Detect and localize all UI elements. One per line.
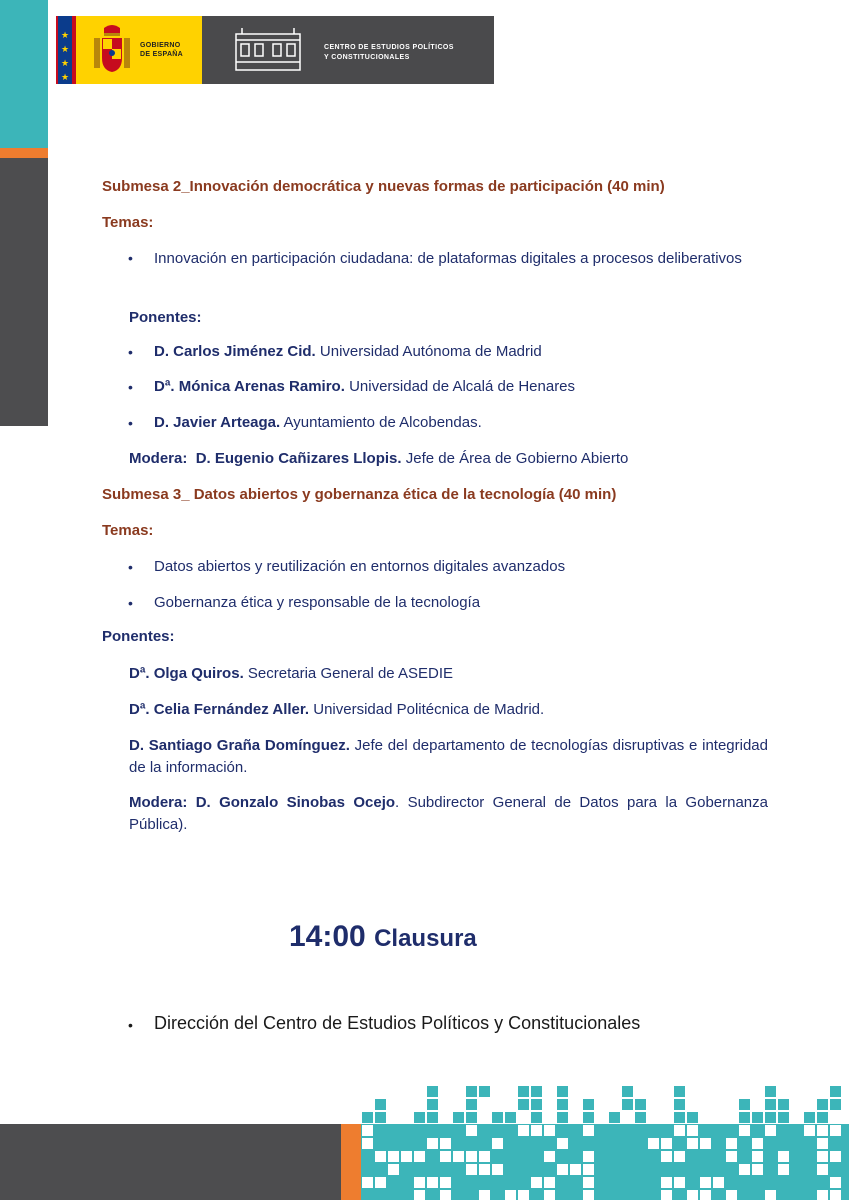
footer-pixel-gap — [414, 1177, 425, 1188]
closing-heading — [289, 920, 477, 954]
footer-pixel — [765, 1086, 776, 1097]
submesa3-ponente-3 — [129, 735, 768, 779]
footer-pixel-gap — [388, 1164, 399, 1175]
footer-pixel — [583, 1099, 594, 1110]
ponente-name: D. Javier Arteaga. — [154, 414, 281, 431]
coat-of-arms-icon — [92, 24, 132, 76]
footer-pixel-gap — [583, 1151, 594, 1162]
footer-pixel — [609, 1112, 620, 1123]
footer-pixel-gap — [674, 1177, 685, 1188]
eu-stars-icon: ★ ★ ★ ★ — [60, 30, 70, 82]
footer-pixel — [765, 1099, 776, 1110]
gobierno-logo — [76, 16, 202, 84]
footer-pixel-gap — [518, 1125, 529, 1136]
modera-role: . Subdirector General de Datos para la Gobernanza Pública). — [129, 794, 768, 833]
footer-pixel-gap — [700, 1190, 711, 1200]
footer-pixel — [765, 1112, 776, 1123]
footer-pixel-gap — [557, 1138, 568, 1149]
footer-pixel — [531, 1099, 542, 1110]
footer-pixel — [427, 1112, 438, 1123]
ponente-name: D. Carlos Jiménez Cid. — [154, 343, 316, 360]
ponente-affiliation: Universidad Autónoma de Madrid — [319, 343, 542, 360]
footer-pixel-gap — [362, 1138, 373, 1149]
modera-role: Jefe de Área de Gobierno Abierto — [405, 450, 629, 467]
footer-pixel-gap — [427, 1138, 438, 1149]
footer-pixel-gap — [674, 1151, 685, 1162]
submesa3-modera — [129, 792, 768, 836]
footer-pixel-gap — [427, 1177, 438, 1188]
footer-pixel-gap — [661, 1151, 672, 1162]
footer-pixel-gap — [583, 1177, 594, 1188]
gobierno-text — [140, 41, 183, 59]
footer-pixel-gap — [817, 1138, 828, 1149]
footer-pixel-gap — [752, 1164, 763, 1175]
footer-pixel — [518, 1086, 529, 1097]
modera-label: Modera: — [129, 794, 188, 811]
footer-pixel — [635, 1112, 646, 1123]
submesa2-ponente-2 — [154, 376, 575, 398]
bullet-icon: • — [128, 559, 133, 575]
footer-pixel-gap — [544, 1151, 555, 1162]
footer-pixel-gap — [661, 1177, 672, 1188]
footer-pixel — [817, 1112, 828, 1123]
ponente-name: Dª. Mónica Arenas Ramiro. — [154, 378, 345, 395]
gobierno-line1: GOBIERNO — [140, 42, 181, 49]
submesa2-ponentes-label: Ponentes: — [129, 309, 202, 326]
footer-pixel-gap — [375, 1151, 386, 1162]
footer-pixel — [531, 1112, 542, 1123]
footer-pixel-gap — [492, 1164, 503, 1175]
footer-pixel-gap — [414, 1190, 425, 1200]
footer-pixel-gap — [401, 1151, 412, 1162]
submesa3-title: Submesa 3_ Datos abiertos y gobernanza ética de la tecnología (40 min) — [102, 486, 617, 503]
submesa3-tema1: Datos abiertos y reutilización en entornos digitales avanzados — [154, 558, 566, 575]
footer-pixel-gap — [414, 1151, 425, 1162]
footer-pixel-gap — [661, 1190, 672, 1200]
footer-pixel-gap — [817, 1190, 828, 1200]
footer-pixel — [674, 1112, 685, 1123]
footer-pixel-gap — [388, 1151, 399, 1162]
footer-pixel — [557, 1112, 568, 1123]
footer-pixel-gap — [726, 1190, 737, 1200]
ponente-name: D. Santiago Graña Domínguez. — [129, 737, 350, 754]
footer-pixel-gap — [726, 1151, 737, 1162]
cepc-logo — [202, 16, 494, 84]
cepc-text — [324, 43, 454, 63]
footer-pixel — [414, 1112, 425, 1123]
submesa3-temas-label: Temas: — [102, 522, 154, 539]
ponente-affiliation: Ayuntamiento de Alcobendas. — [283, 414, 482, 431]
footer-pixel — [739, 1112, 750, 1123]
footer-pixel-gap — [362, 1177, 373, 1188]
footer-pixel — [466, 1112, 477, 1123]
submesa2-ponente-3 — [154, 412, 482, 434]
footer-pixel-gap — [817, 1125, 828, 1136]
modera-name: D. Eugenio Cañizares Llopis. — [195, 450, 402, 467]
footer-pixel-gap — [674, 1125, 685, 1136]
submesa2-ponente-1 — [154, 341, 542, 363]
bullet-icon: • — [128, 1017, 133, 1033]
footer-pixel-gap — [817, 1164, 828, 1175]
footer-pixel-gap — [531, 1125, 542, 1136]
footer-pixel-gap — [362, 1125, 373, 1136]
footer-pixel — [674, 1086, 685, 1097]
gobierno-line2: DE ESPAÑA — [140, 51, 184, 58]
footer-pixel-gap — [440, 1138, 451, 1149]
left-grey-bar — [0, 158, 48, 426]
submesa3-ponente-2 — [129, 699, 544, 721]
footer-pixel — [453, 1112, 464, 1123]
footer-pixel-gap — [765, 1190, 776, 1200]
footer-pixel-pattern — [361, 1076, 849, 1200]
footer-pixel — [557, 1099, 568, 1110]
footer-pixel — [635, 1099, 646, 1110]
footer-pixel — [674, 1099, 685, 1110]
footer-pixel — [622, 1099, 633, 1110]
ponente-name: Dª. Celia Fernández Aller. — [129, 701, 310, 718]
footer-pixel-gap — [830, 1177, 841, 1188]
footer-pixel-gap — [648, 1138, 659, 1149]
submesa2-title: Submesa 2_Innovación democrática y nuevas formas de participación (40 min) — [102, 178, 665, 195]
bullet-icon: • — [128, 250, 133, 266]
cepc-line1: CENTRO DE ESTUDIOS POLÍTICOS — [324, 44, 454, 51]
footer-pixel-gap — [583, 1190, 594, 1200]
ponente-affiliation: Jefe del departamento de tecnologías disruptivas e integridad de la información. — [129, 737, 768, 776]
submesa3-ponentes-label: Ponentes: — [102, 628, 175, 645]
modera-name: D. Gonzalo Sinobas Ocejo — [195, 794, 396, 811]
footer-pixel-gap — [531, 1177, 542, 1188]
footer-pixel-gap — [778, 1151, 789, 1162]
footer-pixel-gap — [583, 1125, 594, 1136]
footer-pixel — [466, 1099, 477, 1110]
footer-pixel-gap — [570, 1164, 581, 1175]
footer-pixel-gap — [505, 1190, 516, 1200]
footer-pixel-gap — [713, 1177, 724, 1188]
footer-pixel-gap — [544, 1190, 555, 1200]
footer-pixel — [375, 1099, 386, 1110]
footer-pixel-gap — [440, 1190, 451, 1200]
footer-pixel-gap — [700, 1177, 711, 1188]
ponente-name: Dª. Olga Quiros. — [129, 665, 244, 682]
submesa3-ponente-1 — [129, 663, 453, 685]
submesa3-tema2: Gobernanza ética y responsable de la tecnología — [154, 594, 481, 611]
footer-pixel — [375, 1112, 386, 1123]
bullet-icon: • — [128, 344, 133, 360]
footer-pixel — [804, 1112, 815, 1123]
ponente-affiliation: Secretaria General de ASEDIE — [247, 665, 454, 682]
footer-pixel-gap — [466, 1125, 477, 1136]
footer-pixel-gap — [778, 1164, 789, 1175]
closing-title: Clausura — [374, 925, 477, 952]
footer-pixel-gap — [544, 1177, 555, 1188]
submesa2-tema1: Innovación en participación ciudadana: de plataformas digitales a procesos deliberativos — [154, 250, 742, 267]
footer-pixel-gap — [557, 1164, 568, 1175]
footer-pixel-gap — [583, 1164, 594, 1175]
footer-grey-bar — [0, 1124, 341, 1200]
footer-pixel — [479, 1086, 490, 1097]
footer-pixel-gap — [726, 1138, 737, 1149]
footer-pixel-gap — [661, 1138, 672, 1149]
footer-pixel — [687, 1112, 698, 1123]
footer-pixel-gap — [466, 1151, 477, 1162]
left-orange-bar — [0, 148, 48, 158]
footer-pixel-gap — [375, 1177, 386, 1188]
footer-pixel-gap — [479, 1164, 490, 1175]
left-teal-bar — [0, 0, 48, 148]
bullet-icon: • — [128, 415, 133, 431]
footer-pixel — [778, 1099, 789, 1110]
footer-pixel — [492, 1112, 503, 1123]
building-icon — [234, 26, 302, 74]
footer-pixel-gap — [544, 1125, 555, 1136]
footer-pixel — [518, 1099, 529, 1110]
footer-pixel-gap — [739, 1164, 750, 1175]
footer-pixel — [778, 1112, 789, 1123]
footer-pixel-gap — [440, 1177, 451, 1188]
footer-pixel — [362, 1112, 373, 1123]
closing-time: 14:00 — [289, 920, 366, 953]
footer-pixel-gap — [479, 1190, 490, 1200]
footer-pixel — [739, 1099, 750, 1110]
footer-pixel-gap — [830, 1151, 841, 1162]
footer-pixel-gap — [687, 1125, 698, 1136]
footer-pixel-gap — [453, 1151, 464, 1162]
footer-pixel — [531, 1086, 542, 1097]
footer-pixel-gap — [687, 1138, 698, 1149]
footer-pixel — [427, 1086, 438, 1097]
footer-pixel-gap — [479, 1151, 490, 1162]
bullet-icon: • — [128, 379, 133, 395]
footer-pixel — [752, 1112, 763, 1123]
submesa2-modera — [129, 448, 628, 470]
footer-pixel — [830, 1086, 841, 1097]
modera-label: Modera: — [129, 450, 188, 467]
footer-pixel — [466, 1086, 477, 1097]
footer-pixel-gap — [804, 1125, 815, 1136]
footer-pixel-gap — [817, 1151, 828, 1162]
footer-pixel-gap — [518, 1190, 529, 1200]
footer-pixel-gap — [765, 1125, 776, 1136]
footer-orange-bar — [341, 1124, 361, 1200]
submesa2-temas-label: Temas: — [102, 214, 154, 231]
footer-pixel — [427, 1099, 438, 1110]
header-logos — [56, 16, 494, 84]
bullet-icon: • — [128, 595, 133, 611]
footer-pixel-gap — [830, 1190, 841, 1200]
footer-pixel-gap — [492, 1138, 503, 1149]
footer-pixel-gap — [830, 1125, 841, 1136]
footer-pixel-gap — [700, 1138, 711, 1149]
footer-pixel-gap — [752, 1151, 763, 1162]
footer-pixel — [557, 1086, 568, 1097]
closing-item: Dirección del Centro de Estudios Políticos y Constitucionales — [154, 1013, 641, 1033]
footer-pixel-gap — [752, 1138, 763, 1149]
ponente-affiliation: Universidad de Alcalá de Henares — [349, 378, 576, 395]
footer-pixel-gap — [440, 1151, 451, 1162]
footer-pixel — [505, 1112, 516, 1123]
footer-pixel — [622, 1086, 633, 1097]
footer-pixel — [830, 1099, 841, 1110]
footer-pixel-gap — [466, 1164, 477, 1175]
ponente-affiliation: Universidad Politécnica de Madrid. — [313, 701, 545, 718]
cepc-line2: Y CONSTITUCIONALES — [324, 54, 410, 61]
footer-pixel — [583, 1112, 594, 1123]
footer-pixel-gap — [739, 1125, 750, 1136]
footer-pixel — [817, 1099, 828, 1110]
footer-pixel-gap — [687, 1190, 698, 1200]
